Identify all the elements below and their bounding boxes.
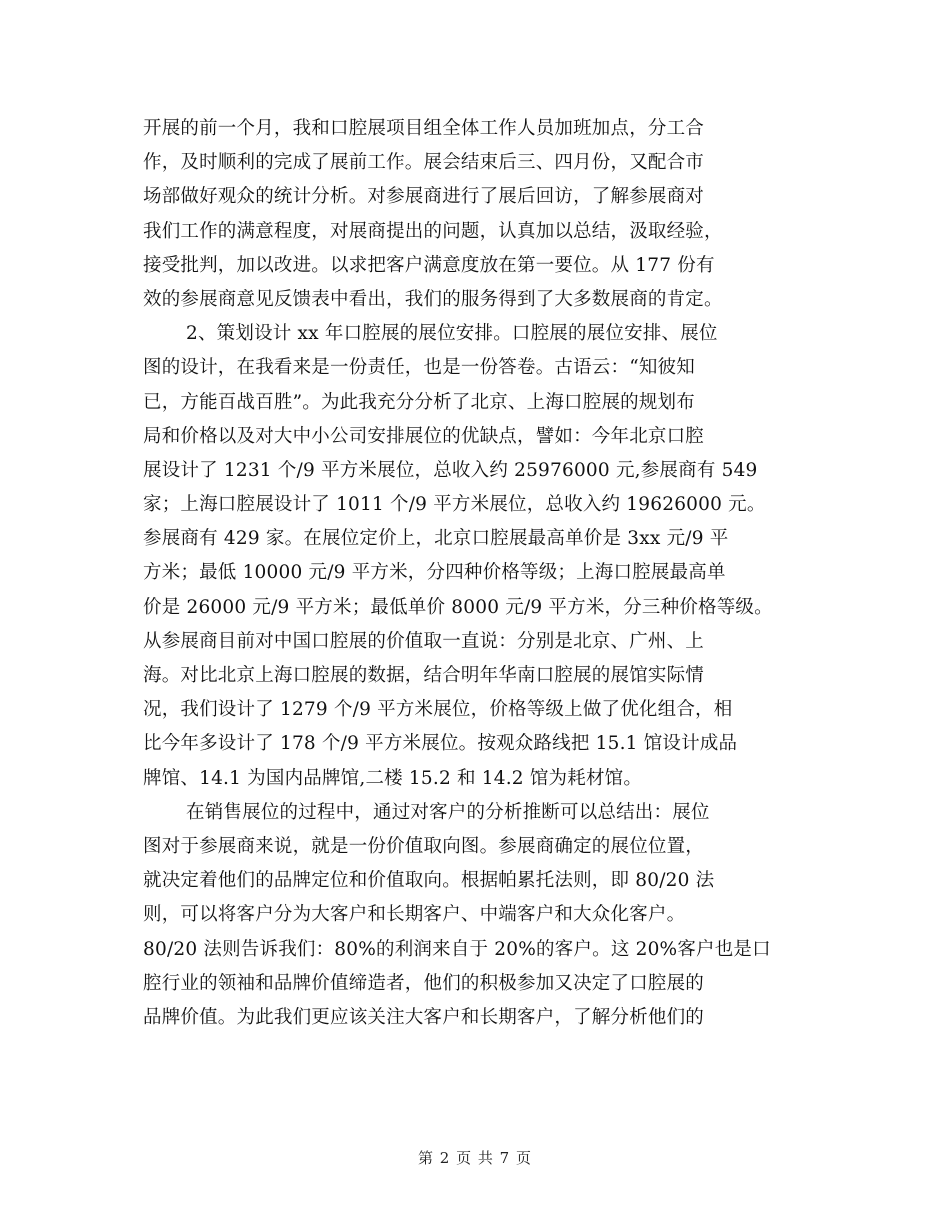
text-line: 腔行业的领袖和品牌价值缔造者，他们的积极参加又决定了口腔展的 xyxy=(143,972,705,994)
text-line: 价是 26000 元/9 平方米；最低单价 8000 元/9 平方米，分三种价格等级。 xyxy=(143,596,773,618)
text-line: 从参展商目前对中国口腔展的价值取一直说：分别是北京、广州、上 xyxy=(143,630,705,652)
text-line: 海。对比北京上海口腔展的数据，结合明年华南口腔展的展馆实际情 xyxy=(143,665,705,686)
text-line: 况，我们设计了 1279 个/9 平方米展位，价格等级上做了优化组合，相 xyxy=(143,699,733,721)
text-line: 效的参展商意见反馈表中看出，我们的服务得到了大多数展商的肯定。 xyxy=(143,288,723,310)
text-line: 就决定着他们的品牌定位和价值取向。根据帕累托法则，即 80/20 法 xyxy=(143,870,715,892)
text-line: 图对于参展商来说，就是一份价值取向图。参展商确定的展位位置， xyxy=(143,835,705,857)
text-line: 方米；最低 10000 元/9 平方米，分四种价格等级；上海口腔展最高单 xyxy=(143,562,726,584)
text-line: 展设计了 1231 个/9 平方米展位，总收入约 25976000 元,参展商有 549 xyxy=(143,459,758,481)
text-line: 图的设计，在我看来是一份责任，也是一份答卷。古语云：“知彼知 xyxy=(143,357,695,379)
text-line: 接受批判，加以改进。以求把客户满意度放在第一要位。从 177 份有 xyxy=(143,254,715,276)
text-line: 品牌价值。为此我们更应该关注大客户和长期客户，了解分析他们的 xyxy=(143,1006,705,1028)
body-text xyxy=(143,112,833,1035)
text-line: 家；上海口腔展设计了 1011 个/9 平方米展位，总收入约 19626000 元。 xyxy=(143,494,766,516)
text-line: 场部做好观众的统计分析。对参展商进行了展后回访，了解参展商对 xyxy=(143,186,705,208)
text-line: 80/20 法则告诉我们：80%的利润来自于 20%的客户。这 20%客户也是口 xyxy=(143,938,771,960)
text-line: 我们工作的满意程度，对展商提出的问题，认真加以总结，汲取经验， xyxy=(143,220,723,242)
text-line: 局和价格以及对大中小公司安排展位的优缺点，譬如：今年北京口腔 xyxy=(143,425,705,447)
text-line: 则，可以将客户分为大客户和长期客户、中端客户和大众化客户。 xyxy=(143,904,686,926)
text-line: 比今年多设计了 178 个/9 平方米展位。按观众路线把 15.1 馆设计成品 xyxy=(143,733,738,755)
text-line: 作，及时顺利的完成了展前工作。展会结束后三、四月份，又配合市 xyxy=(143,152,705,174)
page-footer: 第 2 页 共 7 页 xyxy=(418,1149,532,1167)
text-line: 开展的前一个月，我和口腔展项目组全体工作人员加班加点，分工合 xyxy=(143,118,705,139)
text-line: 牌馆、14.1 为国内品牌馆,二楼 15.2 和 14.2 馆为耗材馆。 xyxy=(143,767,643,789)
text-line: 2、策划设计 xx 年口腔展的展位安排。口腔展的展位安排、展位 xyxy=(186,323,718,345)
text-line: 在销售展位的过程中，通过对客户的分析推断可以总结出：展位 xyxy=(186,801,710,823)
text-line: 已，方能百战百胜”。为此我充分分析了北京、上海口腔展的规划布 xyxy=(143,391,695,413)
text-line: 参展商有 429 家。在展位定价上，北京口腔展最高单价是 3xx 元/9 平 xyxy=(143,528,729,550)
